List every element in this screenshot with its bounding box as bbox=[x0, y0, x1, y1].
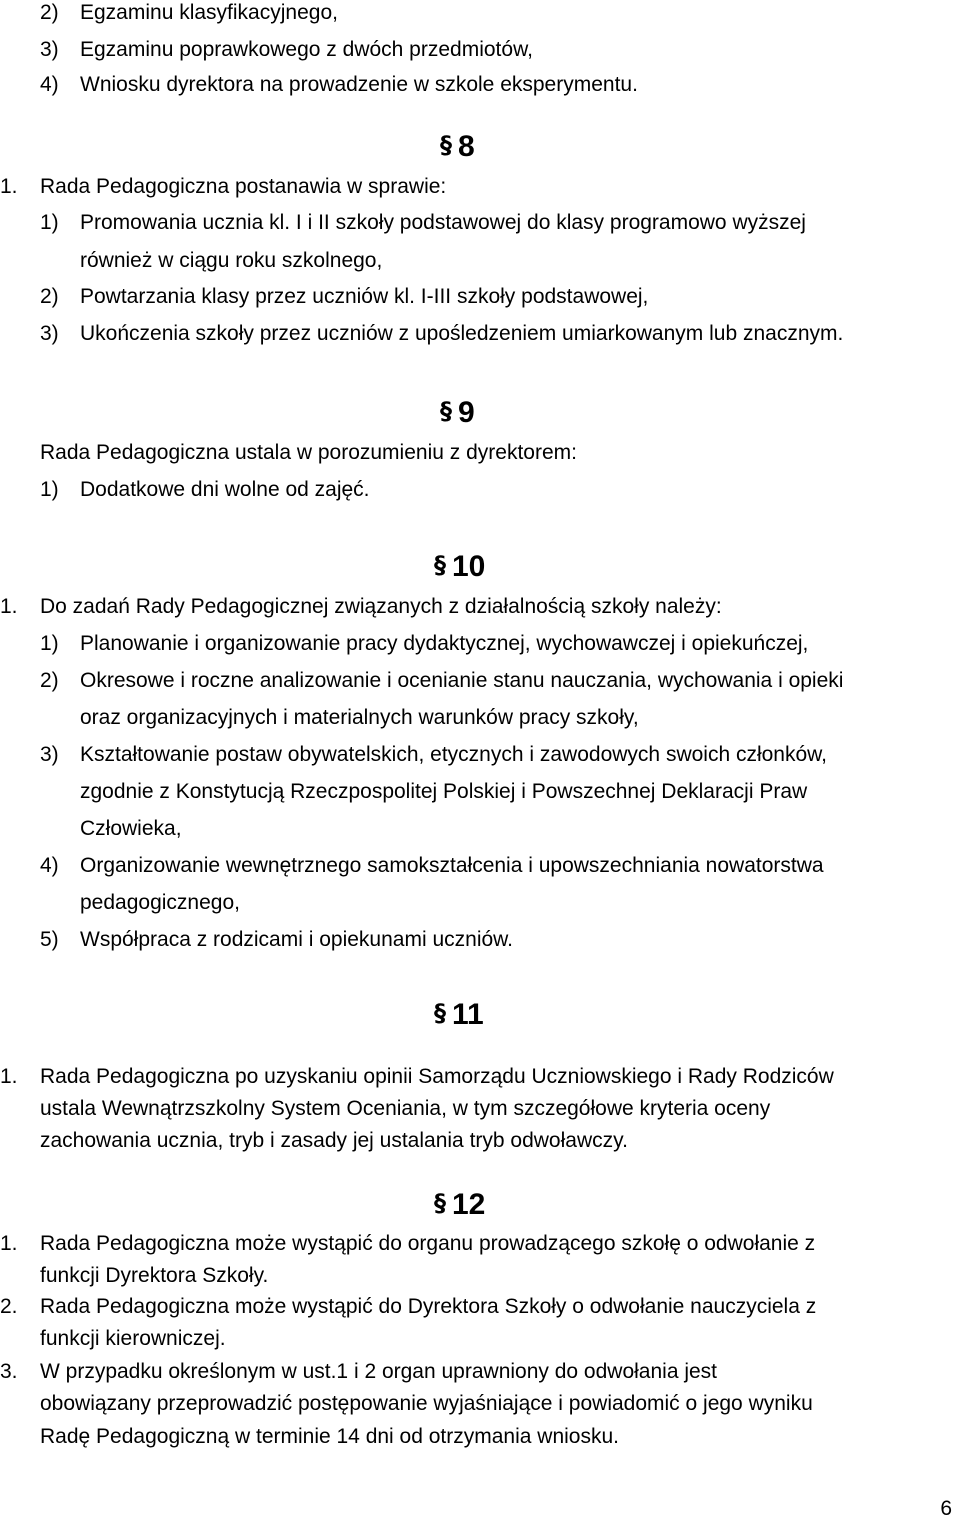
item-text: Egzaminu poprawkowego z dwóch przedmiotów, bbox=[80, 38, 533, 61]
item-text: zachowania ucznia, tryb i zasady jej ustalania tryb odwoławczy. bbox=[40, 1129, 628, 1152]
item-text: Współpraca z rodzicami i opiekunami uczniów. bbox=[80, 928, 514, 951]
section-number: 10 bbox=[452, 550, 486, 583]
item-text: Rada Pedagogiczna ustala w porozumieniu z dyrektorem: bbox=[40, 441, 577, 464]
item-number: 2) bbox=[40, 1, 59, 24]
item-text: oraz organizacyjnych i materialnych warunków pracy szkoły, bbox=[80, 706, 639, 729]
item-text: również w ciągu roku szkolnego, bbox=[80, 249, 383, 272]
item-text: Do zadań Rady Pedagogicznej związanych z działalnością szkoły należy: bbox=[40, 595, 722, 618]
item-text: Rada Pedagogiczna może wystąpić do organu prowadzącego szkołę o odwołanie z bbox=[40, 1232, 816, 1255]
section-sign-icon bbox=[434, 1000, 448, 1026]
item-text: ustala Wewnątrzszkolny System Oceniania, w tym szczegółowe kryteria oceny bbox=[40, 1097, 771, 1120]
item-number: 3) bbox=[40, 38, 59, 61]
item-text: Egzaminu klasyfikacyjnego, bbox=[80, 1, 338, 24]
item-number: 1. bbox=[0, 1232, 18, 1255]
section-sign-icon bbox=[440, 132, 454, 158]
item-text: Okresowe i roczne analizowanie i ocenianie stanu nauczania, wychowania i opieki bbox=[80, 669, 844, 692]
section-number: 9 bbox=[458, 396, 475, 429]
item-text: Rada Pedagogiczna może wystąpić do Dyrektora Szkoły o odwołanie nauczyciela z bbox=[40, 1295, 817, 1318]
svg-text:§: § bbox=[434, 1190, 446, 1216]
section-number: 12 bbox=[452, 1188, 486, 1221]
item-number: 3) bbox=[40, 743, 59, 766]
item-text: zgodnie z Konstytucją Rzeczpospolitej Polskiej i Powszechnej Deklaracji Praw bbox=[80, 780, 808, 803]
item-number: 3) bbox=[40, 322, 59, 345]
item-number: 1) bbox=[40, 632, 59, 655]
item-text: obowiązany przeprowadzić postępowanie wyjaśniające i powiadomić o jego wyniku bbox=[40, 1392, 813, 1415]
item-text: W przypadku określonym w ust.1 i 2 organ uprawniony do odwołania jest bbox=[40, 1360, 718, 1383]
item-text: Planowanie i organizowanie pracy dydaktycznej, wychowawczej i opiekuńczej, bbox=[80, 632, 809, 655]
svg-text:§: § bbox=[434, 1000, 446, 1026]
svg-text:§: § bbox=[440, 398, 452, 424]
svg-text:§: § bbox=[434, 552, 446, 578]
item-text: Rada Pedagogiczna po uzyskaniu opinii Samorządu Uczniowskiego i Rady Rodziców bbox=[40, 1065, 834, 1088]
item-number: 2. bbox=[0, 1295, 18, 1318]
item-number: 5) bbox=[40, 928, 59, 951]
item-text: Powtarzania klasy przez uczniów kl. I-III szkoły podstawowej, bbox=[80, 285, 649, 308]
section-number: 8 bbox=[458, 130, 475, 163]
item-number: 4) bbox=[40, 854, 59, 877]
item-number: 1) bbox=[40, 211, 59, 234]
item-number: 1. bbox=[0, 1065, 18, 1088]
item-number: 1) bbox=[40, 478, 59, 501]
section-sign-icon bbox=[434, 1190, 448, 1216]
section-number: 11 bbox=[452, 998, 484, 1031]
item-number: 4) bbox=[40, 73, 59, 96]
section-sign-icon bbox=[434, 552, 448, 578]
item-text: pedagogicznego, bbox=[80, 891, 240, 914]
item-text: funkcji Dyrektora Szkoły. bbox=[40, 1264, 269, 1287]
item-text: Człowieka, bbox=[80, 817, 182, 840]
item-number: 1. bbox=[0, 595, 18, 618]
item-number: 2) bbox=[40, 669, 59, 692]
item-text: Organizowanie wewnętrznego samokształcenia i upowszechniania nowatorstwa bbox=[80, 854, 824, 877]
item-text: Promowania ucznia kl. I i II szkoły podstawowej do klasy programowo wyższej bbox=[80, 211, 806, 234]
item-number: 2) bbox=[40, 285, 59, 308]
svg-text:§: § bbox=[440, 132, 452, 158]
item-text: Dodatkowe dni wolne od zajęć. bbox=[80, 478, 370, 501]
item-text: Ukończenia szkoły przez uczniów z upośledzeniem umiarkowanym lub znacznym. bbox=[80, 322, 844, 345]
item-number: 3. bbox=[0, 1360, 18, 1383]
item-number: 1. bbox=[0, 175, 18, 198]
item-text: Wniosku dyrektora na prowadzenie w szkole eksperymentu. bbox=[80, 73, 638, 96]
item-text: Rada Pedagogiczna postanawia w sprawie: bbox=[40, 175, 447, 198]
page-number: 6 bbox=[940, 1497, 952, 1520]
item-text: funkcji kierowniczej. bbox=[40, 1327, 226, 1350]
item-text: Radę Pedagogiczną w terminie 14 dni od otrzymania wniosku. bbox=[40, 1425, 619, 1448]
section-sign-icon bbox=[440, 398, 454, 424]
item-text: Kształtowanie postaw obywatelskich, etycznych i zawodowych swoich członków, bbox=[80, 743, 828, 766]
